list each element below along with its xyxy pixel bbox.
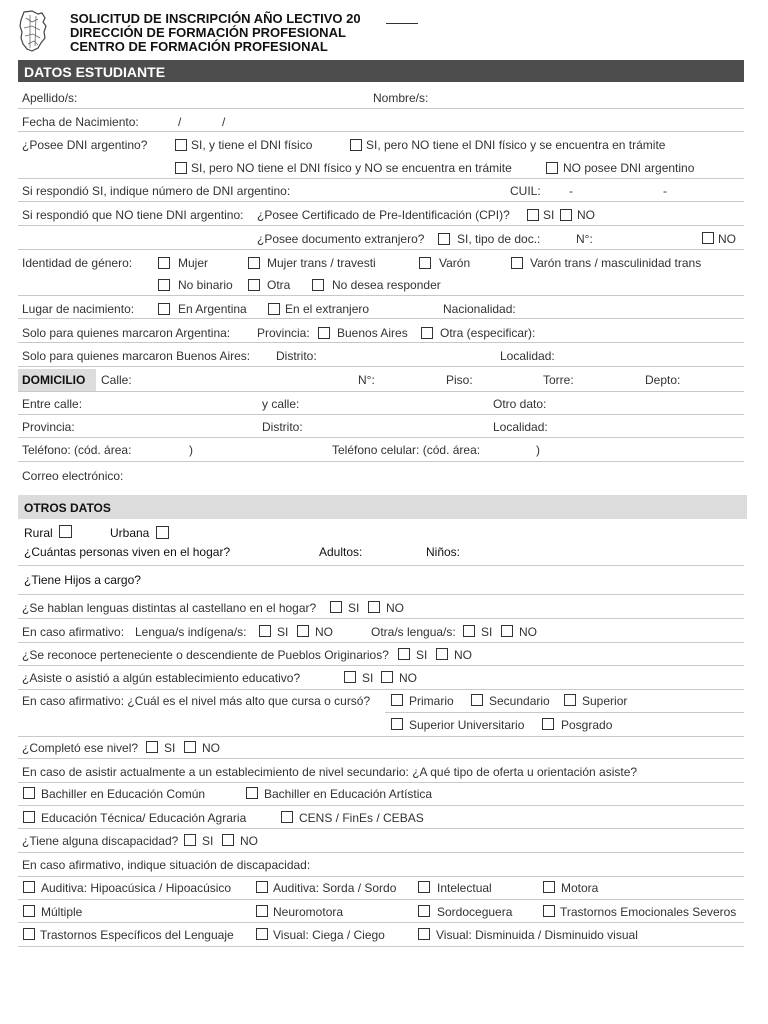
genero-option-label: Varón <box>439 256 471 270</box>
checkbox-provincia-bsas[interactable] <box>318 327 330 339</box>
cuil-dash: - <box>569 184 573 198</box>
telefono-paren: ) <box>189 443 193 457</box>
en-argentina-label: En Argentina <box>178 302 247 316</box>
checkbox-nacimiento-argentina[interactable] <box>158 303 170 315</box>
checkbox-sordoceguera[interactable] <box>418 905 430 917</box>
form-subtitle-direccion: DIRECCIÓN DE FORMACIÓN PROFESIONAL <box>70 25 346 40</box>
secundario-label: Secundario <box>489 694 550 708</box>
genero-option-label: No binario <box>178 278 233 292</box>
si-label: SI <box>481 625 493 639</box>
telefono-celular-label: Teléfono celular: (cód. área: <box>332 443 481 457</box>
si-label: SI <box>164 741 176 755</box>
lugar-nacimiento-label: Lugar de nacimiento: <box>22 302 135 316</box>
cuantas-personas-label: ¿Cuántas personas viven en el hogar? <box>24 545 231 559</box>
checkbox-bachiller-artistica[interactable] <box>246 787 258 799</box>
checkbox-discapacidad-si[interactable] <box>184 834 196 846</box>
checkbox-genero-varon[interactable] <box>419 257 431 269</box>
lengua-indigena-label: Lengua/s indígena/s: <box>135 625 247 639</box>
telefono-celular-paren: ) <box>536 443 540 457</box>
solo-bsas-label: Solo para quienes marcaron Buenos Aires: <box>22 349 251 363</box>
rural-label: Rural <box>24 526 53 540</box>
year-blank[interactable] <box>386 23 418 24</box>
checkbox-dni-si-tramite[interactable] <box>350 139 362 151</box>
localidad-label: Localidad: <box>500 349 555 363</box>
checkbox-completo-si[interactable] <box>146 741 158 753</box>
checkbox-cpi-si[interactable] <box>527 209 539 221</box>
checkbox-genero-mujer-trans[interactable] <box>248 257 260 269</box>
discapacidad-option-label: Intelectual <box>437 881 492 895</box>
si-label: SI <box>277 625 289 639</box>
checkbox-multiple[interactable] <box>23 905 35 917</box>
checkbox-educacion-tecnica[interactable] <box>23 811 35 823</box>
bachiller-artistica-label: Bachiller en Educación Artística <box>264 787 433 801</box>
no-label: NO <box>718 232 736 246</box>
cuil-label: CUIL: <box>510 184 541 198</box>
calle-label: Calle: <box>101 373 132 387</box>
genero-option-label: No desea responder <box>332 278 441 292</box>
correo-label: Correo electrónico: <box>22 469 124 483</box>
section-header-otros-datos: OTROS DATOS <box>18 495 747 519</box>
checkbox-asiste-no[interactable] <box>381 671 393 683</box>
checkbox-nivel-secundario[interactable] <box>471 694 483 706</box>
checkbox-genero-mujer[interactable] <box>158 257 170 269</box>
no-label: NO <box>577 208 595 222</box>
genero-option-label: Otra <box>267 278 291 292</box>
dni-option-label: SI, pero NO tiene el DNI físico y se encuentra en trámite <box>366 138 666 152</box>
checkbox-pueblos-si[interactable] <box>398 648 410 660</box>
no-label: NO <box>202 741 220 755</box>
si-label: SI <box>348 601 360 615</box>
checkbox-neuromotora[interactable] <box>256 905 268 917</box>
superior-label: Superior <box>582 694 628 708</box>
dni-option-label: NO posee DNI argentino <box>563 161 695 175</box>
depto-label: Depto: <box>645 373 681 387</box>
checkbox-trastornos-lenguaje[interactable] <box>23 928 35 940</box>
discapacidad-option-label: Auditiva: Sorda / Sordo <box>273 881 397 895</box>
bachiller-comun-label: Bachiller en Educación Común <box>41 787 206 801</box>
checkbox-rural[interactable] <box>59 525 72 538</box>
checkbox-nivel-primario[interactable] <box>391 694 403 706</box>
provincia-label: Provincia: <box>257 326 310 340</box>
checkbox-dni-no[interactable] <box>546 162 558 174</box>
y-calle-label: y calle: <box>262 397 300 411</box>
checkbox-cpi-no[interactable] <box>560 209 572 221</box>
domicilio-localidad-label: Localidad: <box>493 420 548 434</box>
no-dni-label: Si respondió que NO tiene DNI argentino: <box>22 208 244 222</box>
genero-option-label: Mujer trans / travesti <box>267 256 376 270</box>
apellido-label: Apellido/s: <box>22 91 78 105</box>
numero-label: N°: <box>576 232 593 246</box>
checkbox-doc-extranjero-si[interactable] <box>438 233 450 245</box>
doc-extranjero-question: ¿Posee documento extranjero? <box>257 232 425 246</box>
entre-calle-label: Entre calle: <box>22 397 83 411</box>
otra-especificar-label: Otra (especificar): <box>440 326 536 340</box>
discapacidad-option-label: Sordoceguera <box>437 905 513 919</box>
checkbox-nivel-superior-universitario[interactable] <box>391 718 403 730</box>
date-separator: / <box>178 115 182 129</box>
genero-option-label: Mujer <box>178 256 209 270</box>
date-separator: / <box>222 115 226 129</box>
discapacidad-option-label: Trastornos Emocionales Severos <box>560 905 737 919</box>
checkbox-genero-otra[interactable] <box>248 279 260 291</box>
no-label: NO <box>519 625 537 639</box>
dni-option-label: SI, pero NO tiene el DNI físico y NO se encuentra en trámite <box>191 161 512 175</box>
checkbox-cens-fines-cebas[interactable] <box>281 811 293 823</box>
posgrado-label: Posgrado <box>561 718 613 732</box>
torre-label: Torre: <box>543 373 574 387</box>
cuil-dash: - <box>663 184 667 198</box>
otras-lenguas-label: Otra/s lengua/s: <box>371 625 456 639</box>
checkbox-motora[interactable] <box>543 881 555 893</box>
educacion-tecnica-label: Educación Técnica/ Educación Agraria <box>41 811 247 825</box>
oferta-question: En caso de asistir actualmente a un establecimiento de nivel secundario: ¿A qué tipo de oferta u orientación asiste? <box>22 765 638 779</box>
checkbox-nacimiento-extranjero[interactable] <box>268 303 280 315</box>
section-header-datos-estudiante: DATOS ESTUDIANTE <box>18 60 744 82</box>
dni-numero-label: Si respondió SI, indique número de DNI argentino: <box>22 184 291 198</box>
checkbox-otras-lenguas-si[interactable] <box>463 625 475 637</box>
si-label: SI <box>362 671 374 685</box>
form-title: SOLICITUD DE INSCRIPCIÓN AÑO LECTIVO 20 <box>70 11 361 26</box>
numero-label: N°: <box>358 373 375 387</box>
discapacidad-option-label: Múltiple <box>41 905 83 919</box>
adultos-label: Adultos: <box>319 545 363 559</box>
primario-label: Primario <box>409 694 454 708</box>
cpi-question: ¿Posee Certificado de Pre-Identificación (CPI)? <box>257 208 510 222</box>
posee-dni-label: ¿Posee DNI argentino? <box>22 138 148 152</box>
si-label: SI <box>543 208 555 222</box>
form-subtitle-centro: CENTRO DE FORMACIÓN PROFESIONAL <box>70 39 328 54</box>
checkbox-dni-si-no-tramite[interactable] <box>175 162 187 174</box>
no-label: NO <box>386 601 404 615</box>
discapacidad-option-label: Motora <box>561 881 599 895</box>
checkbox-genero-no-desea[interactable] <box>312 279 324 291</box>
otro-dato-label: Otro dato: <box>493 397 547 411</box>
discapacidad-option-label: Auditiva: Hipoacúsica / Hipoacúsico <box>41 881 232 895</box>
nivel-question: En caso afirmativo: ¿Cuál es el nivel más alto que cursa o cursó? <box>22 694 371 708</box>
discapacidad-option-label: Visual: Ciega / Ciego <box>273 928 385 942</box>
en-extranjero-label: En el extranjero <box>285 302 370 316</box>
distrito-label: Distrito: <box>276 349 317 363</box>
discapacidad-question: ¿Tiene alguna discapacidad? <box>22 834 179 848</box>
lenguas-question: ¿Se hablan lenguas distintas al castellano en el hogar? <box>22 601 317 615</box>
buenos-aires-label: Buenos Aires <box>337 326 408 340</box>
no-label: NO <box>315 625 333 639</box>
fecha-nacimiento-label: Fecha de Nacimiento: <box>22 115 139 129</box>
no-label: NO <box>240 834 258 848</box>
province-map-logo-icon <box>18 10 48 52</box>
checkbox-bachiller-comun[interactable] <box>23 787 35 799</box>
checkbox-lengua-indigena-si[interactable] <box>259 625 271 637</box>
checkbox-lengua-indigena-no[interactable] <box>297 625 309 637</box>
ninos-label: Niños: <box>426 545 461 559</box>
checkbox-doc-extranjero-no[interactable] <box>702 232 714 244</box>
domicilio-distrito-label: Distrito: <box>262 420 303 434</box>
telefono-label: Teléfono: (cód. área: <box>22 443 132 457</box>
piso-label: Piso: <box>446 373 473 387</box>
situacion-discapacidad-label: En caso afirmativo, indique situación de discapacidad: <box>22 858 311 872</box>
checkbox-nivel-superior[interactable] <box>564 694 576 706</box>
si-label: SI <box>416 648 428 662</box>
discapacidad-option-label: Neuromotora <box>273 905 344 919</box>
hijos-label: ¿Tiene Hijos a cargo? <box>24 573 141 587</box>
si-label: SI <box>202 834 214 848</box>
domicilio-provincia-label: Provincia: <box>22 420 75 434</box>
checkbox-nivel-posgrado[interactable] <box>542 718 554 730</box>
checkbox-auditiva-hipoacusica[interactable] <box>23 881 35 893</box>
nacionalidad-label: Nacionalidad: <box>443 302 516 316</box>
no-label: NO <box>399 671 417 685</box>
superior-universitario-label: Superior Universitario <box>409 718 525 732</box>
cens-label: CENS / FinEs / CEBAS <box>299 811 424 825</box>
discapacidad-option-label: Trastornos Específicos del Lenguaje <box>40 928 234 942</box>
urbana-label: Urbana <box>110 526 150 540</box>
completo-question: ¿Completó ese nivel? <box>22 741 139 755</box>
si-tipo-doc-label: SI, tipo de doc.: <box>457 232 541 246</box>
checkbox-completo-no[interactable] <box>184 741 196 753</box>
checkbox-discapacidad-no[interactable] <box>222 834 234 846</box>
checkbox-urbana[interactable] <box>156 526 169 539</box>
checkbox-dni-si-fisico[interactable] <box>175 139 187 151</box>
checkbox-lenguas-no[interactable] <box>368 601 380 613</box>
nombre-label: Nombre/s: <box>373 91 429 105</box>
checkbox-genero-no-binario[interactable] <box>158 279 170 291</box>
checkbox-lenguas-si[interactable] <box>330 601 342 613</box>
genero-option-label: Varón trans / masculinidad trans <box>530 256 702 270</box>
checkbox-otras-lenguas-no[interactable] <box>501 625 513 637</box>
checkbox-asiste-si[interactable] <box>344 671 356 683</box>
caso-afirmativo-label: En caso afirmativo: <box>22 625 125 639</box>
section-header-domicilio: DOMICILIO <box>18 369 96 391</box>
checkbox-provincia-otra[interactable] <box>421 327 433 339</box>
checkbox-pueblos-no[interactable] <box>436 648 448 660</box>
checkbox-genero-varon-trans[interactable] <box>511 257 523 269</box>
checkbox-trastornos-emocionales[interactable] <box>543 905 555 917</box>
checkbox-visual-ciega[interactable] <box>256 928 268 940</box>
solo-argentina-label: Solo para quienes marcaron Argentina: <box>22 326 231 340</box>
pueblos-question: ¿Se reconoce perteneciente o descendiente de Pueblos Originarios? <box>22 648 389 662</box>
identidad-genero-label: Identidad de género: <box>22 256 133 270</box>
asiste-question: ¿Asiste o asistió a algún establecimiento educativo? <box>22 671 301 685</box>
no-label: NO <box>454 648 472 662</box>
dni-option-label: SI, y tiene el DNI físico <box>191 138 313 152</box>
checkbox-visual-disminuida[interactable] <box>418 928 430 940</box>
checkbox-intelectual[interactable] <box>418 881 430 893</box>
checkbox-auditiva-sorda[interactable] <box>256 881 268 893</box>
discapacidad-option-label: Visual: Disminuida / Disminuido visual <box>436 928 638 942</box>
